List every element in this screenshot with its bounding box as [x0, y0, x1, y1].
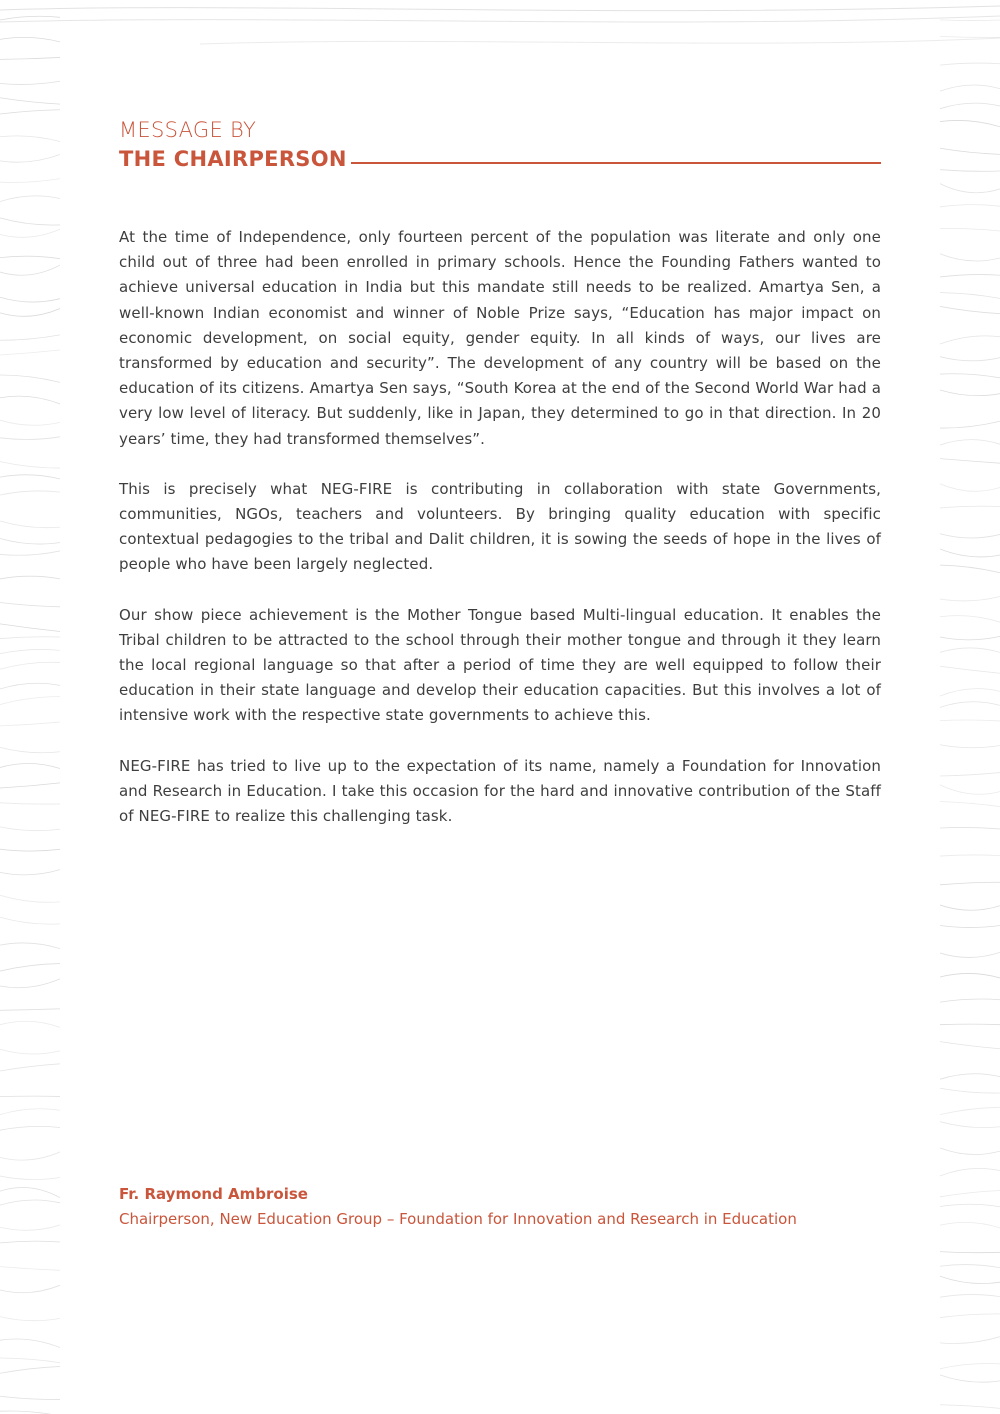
decorative-stroke [0, 943, 60, 949]
decorative-stroke [0, 136, 60, 142]
decorative-stroke [0, 1200, 60, 1205]
decorative-stroke [940, 205, 1000, 207]
decorative-stroke [0, 420, 60, 425]
decorative-stroke [940, 773, 1000, 776]
decorative-stroke [0, 1109, 60, 1115]
decorative-stroke [0, 1241, 60, 1243]
decorative-stroke [0, 335, 60, 340]
decorative-stroke [0, 722, 60, 726]
decorative-stroke [0, 16, 60, 20]
decorative-stroke [0, 396, 60, 404]
decorative-stroke [940, 702, 1000, 708]
decorative-stroke [0, 265, 60, 275]
decorative-stroke [940, 1042, 1000, 1049]
decorative-stroke [940, 275, 1000, 277]
decorative-stroke [0, 229, 60, 237]
paragraph: At the time of Independence, only fourteen percent of the population was literate and only one child out of three had been enrolled in primary schools. Hence the Founding Fathers wanted to achieve universal education in India but this mandate still needs to be realized. Amartya Sen, a well-known Indian economist and winner of Noble Prize says, “Education has major impact on economic development, on social equity, gender equity. In all kinds of ways, our lives are transformed by education and security”. The development of any country will be based on the education of its citizens. Amartya Sen says, “South Korea at the end of the Second World War had a very low level of literacy. But suddenly, like in Japan, they determined to go in that direction. In 20 years’ time, they had transformed themselves”. [119, 228, 881, 448]
decorative-stroke [940, 421, 1000, 428]
page-heading [119, 116, 881, 174]
decorative-stroke [0, 1152, 60, 1160]
decorative-stroke [0, 551, 60, 555]
paragraph: NEG-FIRE has tried to live up to the expectation of its name, namely a Foundation for Innovation and Research in Education. I take this occasion for the hard and innovative contribution of the Staff of NEG-FIRE to realize this challenging task. [119, 756, 881, 826]
message-body [119, 225, 881, 854]
decorative-stroke [940, 254, 1000, 261]
decorative-stroke [940, 440, 1000, 445]
decorative-stroke [940, 1122, 1000, 1128]
decorative-stroke [940, 952, 1000, 957]
decorative-stroke [0, 521, 60, 528]
decorative-stroke [940, 1204, 1000, 1207]
decorative-stroke [0, 1096, 60, 1097]
decorative-stroke [0, 1366, 60, 1373]
decorative-stroke [0, 637, 60, 639]
decorative-stroke [940, 1107, 1000, 1114]
decorative-stroke [0, 783, 60, 788]
decorative-stroke [0, 437, 60, 440]
decorative-stroke [940, 636, 1000, 639]
decorative-stroke [0, 764, 60, 769]
decorative-stroke [0, 697, 60, 705]
decorative-stroke [940, 390, 1000, 396]
decorative-stroke [940, 1405, 1000, 1409]
decorative-stroke [0, 37, 60, 41]
decorative-stroke [0, 179, 60, 183]
decorative-stroke [0, 297, 60, 302]
decorative-stroke [940, 855, 1000, 856]
decorative-stroke [940, 459, 1000, 464]
decorative-stroke [940, 37, 1000, 38]
decorative-stroke [0, 964, 60, 972]
decorative-stroke [0, 1396, 60, 1399]
decorative-stroke [0, 309, 60, 317]
decorative-stroke [940, 1088, 1000, 1093]
decorative-stroke [940, 484, 1000, 492]
decorative-stroke [0, 662, 60, 669]
decorative-stroke [0, 1267, 60, 1271]
decorative-stroke [940, 148, 1000, 154]
decorative-stroke [0, 98, 60, 104]
decorative-stroke [940, 170, 1000, 172]
decorative-stroke [0, 1021, 60, 1027]
decorative-stroke [0, 375, 60, 382]
paragraph: This is precisely what NEG-FIRE is contributing in collaboration with state Governments, communities, NGOs, teachers and volunteers. By bringing quality education with specific contextual pedagogies to the tribal and Dalit children, it is sowing the seeds of hope in the lives of people who have been largely neglected. [119, 479, 881, 574]
decorative-stroke [940, 1314, 1000, 1318]
decorative-stroke [0, 491, 60, 495]
decorative-stroke [940, 999, 1000, 1002]
decorative-stroke [0, 1358, 60, 1363]
decorative-stroke [940, 827, 1000, 829]
decorative-stroke [940, 120, 1000, 126]
decorative-stroke [0, 110, 60, 114]
decorative-stroke [940, 1168, 1000, 1176]
decorative-stroke [0, 1126, 60, 1130]
decorative-stroke [0, 1064, 60, 1071]
decorative-stroke [940, 103, 1000, 109]
decorative-stroke [940, 689, 1000, 696]
decorative-stroke [940, 506, 1000, 508]
decorative-stroke [0, 624, 60, 632]
decorative-stroke [940, 85, 1000, 91]
decorative-stroke [940, 1375, 1000, 1382]
decorative-stroke [940, 720, 1000, 721]
decorative-stroke [0, 803, 60, 804]
decorative-stroke [940, 229, 1000, 231]
decorative-stroke [940, 63, 1000, 65]
decorative-stroke [0, 1339, 60, 1348]
decorative-stroke [940, 745, 1000, 748]
decorative-stroke [940, 785, 1000, 794]
decorative-stroke [940, 802, 1000, 807]
decorative-stroke [0, 350, 60, 355]
top-decoration [0, 0, 1000, 60]
decorative-stroke [0, 81, 60, 84]
decorative-stroke [940, 184, 1000, 193]
decorative-stroke [0, 1176, 60, 1179]
decorative-stroke [940, 882, 1000, 885]
decorative-stroke [0, 602, 60, 606]
decorative-stroke [0, 649, 60, 653]
heading-line-1: MESSAGE BY [119, 118, 257, 142]
decorative-stroke [940, 336, 1000, 344]
decorative-stroke [0, 1317, 60, 1321]
decorative-stroke [940, 925, 1000, 927]
decorative-stroke [0, 57, 60, 59]
decorative-stroke [940, 1222, 1000, 1228]
signatory-name: Fr. Raymond Ambroise [119, 1185, 308, 1203]
decorative-stroke [940, 1364, 1000, 1369]
decorative-stroke [0, 849, 60, 851]
decorative-stroke [0, 462, 60, 468]
decorative-stroke [940, 648, 1000, 653]
decorative-stroke [940, 357, 1000, 361]
decorative-stroke [940, 666, 1000, 673]
decorative-stroke [940, 616, 1000, 622]
decorative-stroke [940, 973, 1000, 977]
decorative-stroke [0, 1009, 60, 1011]
decorative-stroke [0, 1285, 60, 1292]
decorative-stroke [940, 1252, 1000, 1253]
decorative-stroke [0, 683, 60, 689]
decorative-stroke [0, 576, 60, 579]
decorative-stroke [940, 293, 1000, 299]
decorative-stroke [0, 747, 60, 752]
decorative-stroke [940, 1276, 1000, 1283]
decorative-stroke [0, 196, 60, 202]
heading-line-2: THE CHAIRPERSON [119, 147, 347, 171]
decorative-stroke [940, 1190, 1000, 1196]
decorative-stroke [0, 827, 60, 831]
decorative-stroke [0, 1188, 60, 1198]
signature-block [119, 1182, 881, 1232]
decorative-stroke [0, 1049, 60, 1054]
decorative-stroke [0, 895, 60, 902]
paragraph: Our show piece achievement is the Mother Tongue based Multi-lingual education. It enables the Tribal children to be attracted to the school through their mother tongue and through it they learn the local regional language so that after a period of time they are well equipped to follow their education in their state language and develop their education capacities. But this involves a lot of intensive work with the respective state governments to achieve this. [119, 605, 881, 725]
decorative-stroke [940, 534, 1000, 538]
left-decoration [0, 0, 60, 1414]
decorative-stroke [940, 1148, 1000, 1155]
decorative-stroke [940, 20, 1000, 21]
decorative-stroke [0, 979, 60, 988]
decorative-stroke [940, 549, 1000, 557]
decorative-stroke [0, 1225, 60, 1230]
decorative-stroke [0, 475, 60, 479]
decorative-stroke [0, 256, 60, 259]
decorative-stroke [940, 1074, 1000, 1079]
decorative-stroke [940, 596, 1000, 600]
right-decoration [940, 0, 1000, 1414]
decorative-stroke [940, 374, 1000, 378]
decorative-stroke [940, 565, 1000, 573]
decorative-stroke [0, 870, 60, 875]
decorative-stroke [940, 1337, 1000, 1344]
decorative-stroke [940, 1295, 1000, 1298]
decorative-stroke [0, 917, 60, 924]
decorative-stroke [940, 306, 1000, 313]
decorative-stroke [0, 155, 60, 163]
decorative-stroke [0, 538, 60, 544]
decorative-stroke [940, 1265, 1000, 1268]
signatory-title: Chairperson, New Education Group – Foundation for Innovation and Research in Education [119, 1210, 797, 1228]
heading-rule [351, 162, 881, 164]
decorative-stroke [0, 218, 60, 225]
decorative-stroke [940, 905, 1000, 910]
decorative-stroke [940, 1024, 1000, 1025]
